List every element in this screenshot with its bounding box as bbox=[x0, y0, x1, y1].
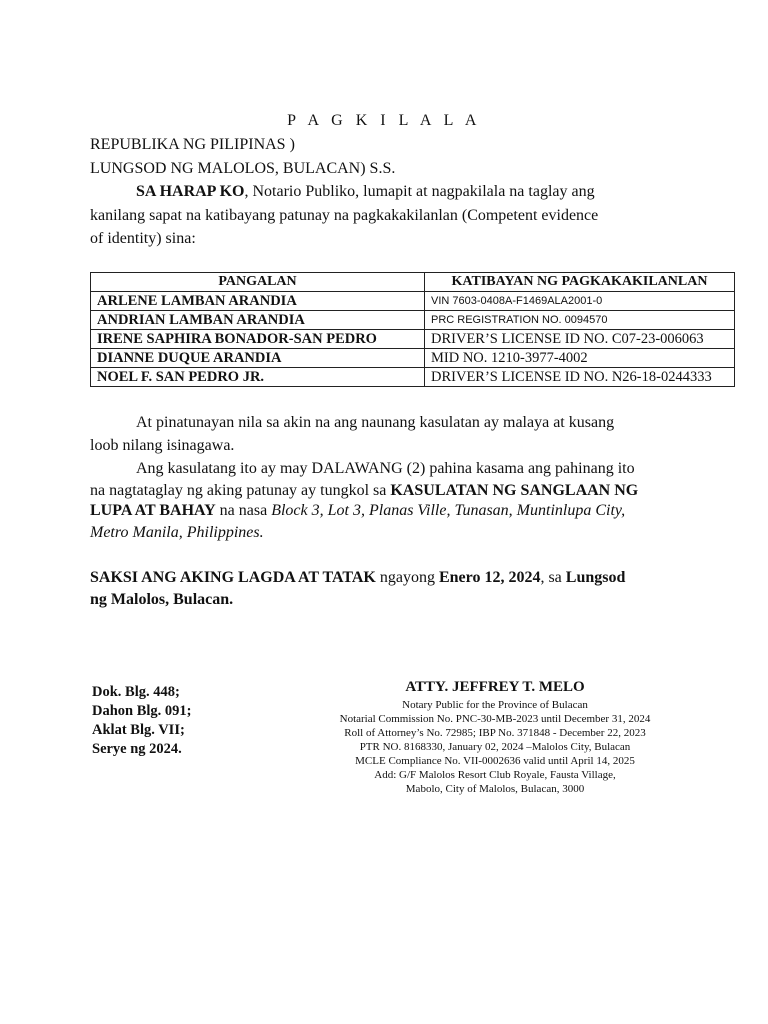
row-name: ARLENE LAMBAN ARANDIA bbox=[91, 292, 425, 311]
venue-line-1: REPUBLIKA NG PILIPINAS ) bbox=[90, 136, 295, 153]
table-row bbox=[91, 292, 735, 311]
para2-line-1: Ang kasulatang ito ay may DALAWANG (2) pahina kasama ang pahinang ito bbox=[136, 460, 635, 477]
intro-line-1 bbox=[136, 183, 595, 201]
identity-table bbox=[90, 272, 735, 387]
row-id: DRIVER’S LICENSE ID NO. C07-23-006063 bbox=[425, 330, 735, 349]
intro-lead-rest: , Notario Publiko, lumapit at nagpakilala na taglay ang bbox=[244, 183, 595, 200]
property-address-part1: Block 3, Lot 3, Planas Ville, Tunasan, Muntinlupa City, bbox=[271, 502, 626, 519]
notary-line: Notary Public for the Province of Bulacan bbox=[402, 699, 588, 711]
intro-lead: SA HARAP KO bbox=[136, 183, 245, 200]
table-row bbox=[91, 311, 735, 330]
intro-line-3: of identity) sina: bbox=[90, 230, 196, 247]
doc-number: Dok. Blg. 448; bbox=[92, 684, 180, 700]
witness-date: Enero 12, 2024 bbox=[438, 569, 541, 586]
para1-line-1: At pinatunayan nila sa akin na ang naunang kasulatan ay malaya at kusang bbox=[136, 414, 615, 431]
row-name: IRENE SAPHIRA BONADOR-SAN PEDRO bbox=[91, 330, 425, 349]
header-id: KATIBAYAN NG PAGKAKAKILANLAN bbox=[425, 273, 735, 292]
para2-line-3 bbox=[90, 502, 625, 520]
para1-line-2: loob nilang isinagawa. bbox=[90, 437, 235, 454]
witness-mid-2: , sa bbox=[540, 569, 566, 586]
table-row bbox=[91, 368, 735, 387]
table-row bbox=[91, 349, 735, 368]
row-id: PRC REGISTRATION NO. 0094570 bbox=[425, 311, 735, 330]
book-number: Aklat Blg. VII; bbox=[92, 722, 185, 738]
notary-line: PTR NO. 8168330, January 02, 2024 –Malolos City, Bulacan bbox=[359, 741, 631, 753]
witness-place-2: ng Malolos, Bulacan. bbox=[90, 591, 234, 608]
notary-line: Mabolo, City of Malolos, Bulacan, 3000 bbox=[405, 783, 585, 795]
document-references bbox=[92, 683, 192, 759]
witness-place-1: Lungsod bbox=[565, 569, 626, 586]
property-address-part2: Metro Manila, Philippines. bbox=[90, 524, 264, 541]
row-name: NOEL F. SAN PEDRO JR. bbox=[91, 368, 425, 387]
row-id: VIN 7603-0408A-F1469ALA2001-0 bbox=[425, 292, 735, 311]
document-title: P A G K I L A L A bbox=[287, 112, 481, 129]
table-header-row bbox=[91, 273, 735, 292]
notary-line: Add: G/F Malolos Resort Club Royale, Fausta Village, bbox=[374, 769, 616, 781]
para2-line3-mid: na nasa bbox=[215, 502, 272, 519]
row-id: DRIVER’S LICENSE ID NO. N26-18-0244333 bbox=[425, 368, 735, 387]
venue-line-2: LUNGSOD NG MALOLOS, BULACAN) S.S. bbox=[90, 160, 396, 177]
header-name: PANGALAN bbox=[91, 273, 425, 292]
notary-line: Notarial Commission No. PNC-30-MB-2023 until December 31, 2024 bbox=[339, 713, 651, 725]
page-number: Dahon Blg. 091; bbox=[92, 703, 192, 719]
row-name: ANDRIAN LAMBAN ARANDIA bbox=[91, 311, 425, 330]
intro-line-2: kanilang sapat na katibayang patunay na pagkakakilanlan (Competent evidence bbox=[90, 207, 599, 224]
para2-line-2 bbox=[90, 482, 638, 500]
witness-mid-1: ngayong bbox=[375, 569, 439, 586]
notary-line: MCLE Compliance No. VII-0002636 valid until April 14, 2025 bbox=[355, 755, 635, 767]
witness-bold-1: SAKSI ANG AKING LAGDA AT TATAK bbox=[90, 569, 376, 586]
notary-name: ATTY. JEFFREY T. MELO bbox=[405, 679, 585, 695]
series-year: Serye ng 2024. bbox=[92, 741, 182, 757]
witness-line-1 bbox=[90, 569, 625, 587]
row-id: MID NO. 1210-3977-4002 bbox=[425, 349, 735, 368]
deed-title-part1: KASULATAN NG SANGLAAN NG bbox=[390, 482, 639, 499]
table-row bbox=[91, 330, 735, 349]
notary-signature-block bbox=[300, 678, 690, 796]
deed-title-part2: LUPA AT BAHAY bbox=[90, 502, 216, 519]
notary-line: Roll of Attorney’s No. 72985; IBP No. 371848 - December 22, 2023 bbox=[344, 727, 646, 739]
row-name: DIANNE DUQUE ARANDIA bbox=[91, 349, 425, 368]
para2-line2-text: na nagtataglay ng aking patunay ay tungkol sa bbox=[90, 482, 391, 499]
